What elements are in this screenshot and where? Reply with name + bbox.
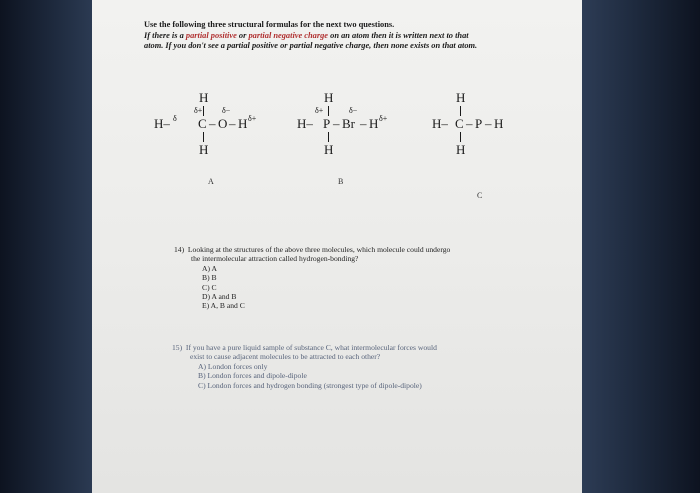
bond: [328, 106, 329, 116]
instructions: [144, 20, 544, 52]
bond-text: –: [209, 116, 216, 131]
answer-option: B) London forces and dipole-dipole: [198, 371, 307, 381]
bond: [203, 106, 204, 116]
instructions-line-2: [144, 31, 544, 42]
atom-h-top: H: [456, 90, 466, 105]
charge-delta: δ: [173, 114, 177, 123]
partial-negative-text: partial negative charge: [248, 30, 329, 40]
answer-option: C) London forces and hydrogen bonding (strongest type of dipole-dipole): [198, 380, 422, 390]
charge-delta-minus: δ−: [349, 106, 358, 115]
bond: [203, 132, 204, 142]
monitor-bezel-right: [582, 0, 700, 493]
question-15-text-2: exist to cause adjacent molecules to be attracted to each other?: [190, 352, 381, 362]
charge-delta-plus: δ+: [194, 106, 203, 115]
question-14-text: [174, 245, 544, 254]
bond-text: –: [485, 116, 492, 131]
instructions-line-3: atom. If you don't see a partial positive or partial negative charge, then none exists on that atom.: [144, 41, 478, 50]
atom-br: Br: [342, 116, 355, 131]
question-number: 15): [172, 343, 183, 352]
atom-h: H: [369, 116, 379, 131]
charge-delta-minus: δ−: [222, 106, 231, 115]
bond-text: –: [229, 116, 236, 131]
answer-option: A) A: [202, 263, 217, 273]
bond: [328, 132, 329, 142]
atom-h: H: [494, 116, 504, 131]
bond-text: –: [333, 116, 340, 131]
bond: [460, 132, 461, 142]
atom-p: P: [475, 116, 483, 131]
bond-text: –: [466, 116, 473, 131]
partial-positive-text: partial positive: [185, 30, 237, 40]
molecule-c: [432, 90, 532, 170]
monitor-bezel-left: [0, 0, 92, 493]
molecule-label-c: C: [477, 191, 483, 200]
answer-option: D) A and B: [202, 292, 237, 302]
molecule-label-b: B: [338, 177, 344, 186]
bond-text: –: [360, 116, 367, 131]
question-14-text-2: the intermolecular attraction called hydrogen-bonding?: [191, 254, 359, 264]
atom-h-bottom: H: [324, 142, 334, 157]
molecule-a: [154, 90, 274, 170]
question-14: [174, 245, 544, 311]
atom-h-bottom: H: [199, 142, 209, 157]
question-15: [172, 343, 552, 390]
answer-option: B) B: [202, 273, 217, 283]
atom-h-top: H: [324, 90, 334, 105]
atom-c: C: [198, 116, 207, 131]
charge-delta-plus: δ+: [379, 114, 388, 123]
instructions-text: If there is a: [144, 30, 186, 40]
atom-o: O: [218, 116, 228, 131]
charge-delta-plus: δ+: [315, 106, 324, 115]
instructions-line-1: Use the following three structural formulas for the next two questions.: [144, 20, 395, 29]
atom-h: H: [238, 116, 248, 131]
instructions-text: or: [236, 30, 249, 40]
question-text: If you have a pure liquid sample of substance C, what intermolecular forces would: [185, 343, 437, 352]
answer-option: A) London forces only: [198, 361, 268, 371]
molecule-label-a: A: [208, 177, 214, 186]
bond: [460, 106, 461, 116]
molecule-b: [297, 90, 417, 170]
atom-c: C: [455, 116, 464, 131]
charge-delta-plus: δ+: [248, 114, 257, 123]
atom-h: H–: [154, 116, 170, 131]
instructions-text: on an atom then it is written next to that: [328, 30, 469, 40]
atom-h-bottom: H: [456, 142, 466, 157]
atom-p: P: [323, 116, 331, 131]
atom-h-top: H: [199, 90, 209, 105]
answer-option: E) A, B and C: [202, 301, 245, 311]
worksheet-page: [92, 0, 582, 493]
answer-option: C) C: [202, 282, 217, 292]
atom-h: H–: [297, 116, 313, 131]
atom-h: H–: [432, 116, 448, 131]
question-text: Looking at the structures of the above three molecules, which molecule could undergo: [187, 245, 451, 254]
question-number: 14): [174, 245, 185, 254]
question-15-text: [172, 343, 552, 352]
